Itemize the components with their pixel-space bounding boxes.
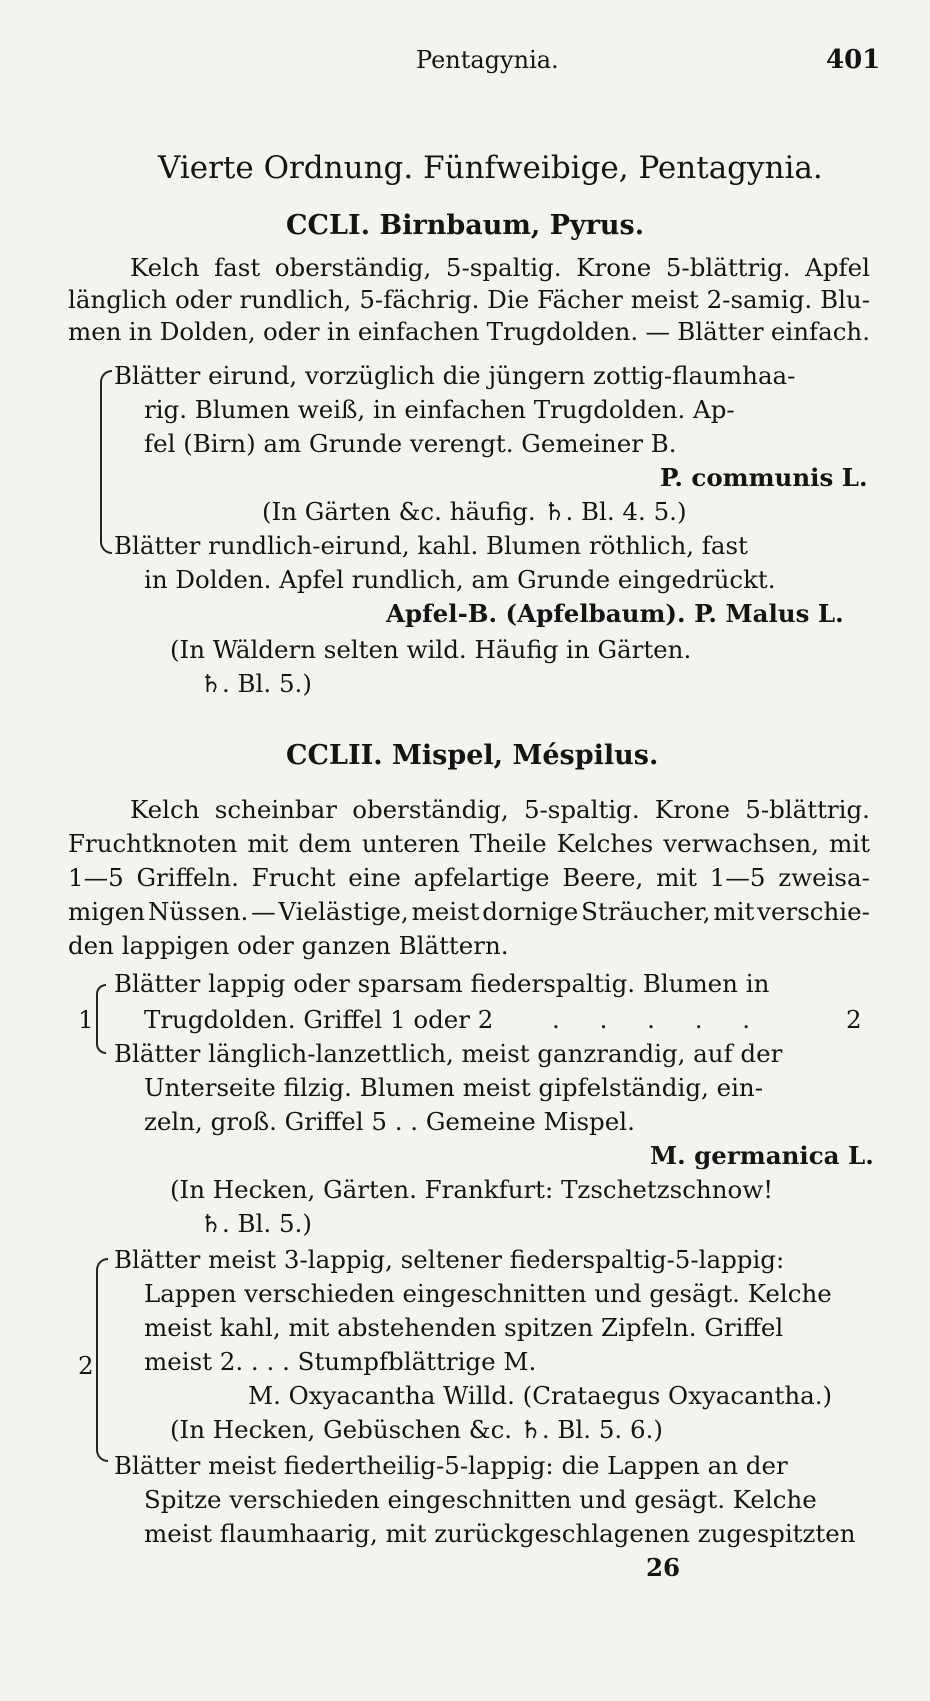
key-b-line: meist flaumhaarig, mit zurückgeschlagenen zugespitzten	[144, 1519, 856, 1548]
page-number: 401	[826, 45, 881, 75]
word: in	[128, 317, 153, 346]
word: scheinbar	[214, 795, 337, 824]
key-b-line: Blätter rundlich-eirund, kahl. Blumen röthlich, fast	[114, 531, 748, 560]
word: Fächer	[537, 285, 623, 314]
word: men	[68, 317, 122, 346]
word: oberständig,	[352, 795, 509, 824]
word: verschie-	[757, 897, 870, 926]
word: Blu-	[820, 285, 870, 314]
word: 5-fächrig.	[359, 285, 480, 314]
genus-heading-mespilus: CCLII. Mispel, Méspilus.	[286, 740, 659, 771]
habitat-note: ♄. Bl. 5.)	[200, 1209, 312, 1238]
word: in	[326, 317, 351, 346]
word: 1—5	[68, 863, 124, 892]
word: Vielästige,	[278, 897, 409, 926]
key-a-line: Blätter eirund, vorzüglich die jüngern zottig-flaumhaa-	[114, 361, 796, 390]
key-b-line: Unterseite filzig. Blumen meist gipfelständig, ein-	[144, 1073, 763, 1102]
word: Die	[487, 285, 530, 314]
word: Kelch	[130, 253, 200, 282]
word: meist	[630, 285, 699, 314]
signature-mark: 26	[646, 1553, 681, 1582]
word: mit	[829, 829, 870, 858]
running-title: Pentagynia.	[416, 46, 559, 74]
word: einfachen	[357, 317, 480, 346]
genus-mespilus-desc-line: den lappigen oder ganzen Blättern.	[68, 931, 509, 960]
word: oder	[174, 285, 232, 314]
key-b-line: Blätter länglich-lanzettlich, meist ganzrandig, auf der	[114, 1039, 783, 1068]
key-a-line: Lappen verschieden eingeschnitten und gesägt. Kelche	[144, 1279, 832, 1308]
genus-mespilus-desc-line	[68, 896, 870, 928]
word: migen	[68, 897, 146, 926]
word: mit	[713, 897, 755, 926]
word: Trugdolden.	[486, 317, 639, 346]
word: 5-spaltig.	[445, 253, 562, 282]
key-target-number: 2	[846, 1005, 862, 1034]
habitat-note: (In Wäldern selten wild. Häufig in Gärten.	[170, 635, 692, 664]
word: 2-samig.	[706, 285, 813, 314]
order-title: Vierte Ordnung. Fünfweibige, Pentagynia.	[158, 150, 823, 186]
genus-pyrus-desc-line	[68, 284, 870, 316]
key-number: 2	[78, 1351, 94, 1380]
genus-pyrus-desc-line	[68, 316, 870, 348]
species-name: M. Oxyacantha Willd. (Crataegus Oxyacantha.)	[248, 1381, 833, 1410]
leader-dots: . . . . .	[552, 1005, 767, 1034]
key-brace	[96, 1258, 108, 1462]
word: 5-spaltig.	[523, 795, 640, 824]
word: mit	[247, 829, 289, 858]
genus-mespilus-desc-line	[68, 862, 870, 894]
word: unteren	[361, 829, 460, 858]
genus-heading-pyrus: CCLI. Birnbaum, Pyrus.	[286, 210, 645, 241]
word: fast	[214, 253, 261, 282]
word: Blätter	[677, 317, 764, 346]
word: Krone	[576, 253, 652, 282]
word: Dolden,	[159, 317, 256, 346]
genus-mespilus-desc-line	[68, 828, 870, 860]
word: verwachsen,	[663, 829, 820, 858]
genus-pyrus-desc-line	[130, 252, 870, 284]
word: 5-blättrig.	[745, 795, 870, 824]
key-b-line: Blätter meist fiedertheilig-5-lappig: die Lappen an der	[114, 1451, 788, 1480]
word: 1—5	[709, 863, 766, 892]
species-name: M. germanica L.	[650, 1141, 874, 1170]
word: dornige	[482, 897, 579, 926]
key-b-line: Spitze verschieden eingeschnitten und gesägt. Kelche	[144, 1485, 817, 1514]
key-a-line: Blätter lappig oder sparsam fiederspaltig. Blumen in	[114, 969, 770, 998]
word: rundlich,	[239, 285, 352, 314]
habitat-note: (In Gärten &c. häufig. ♄. Bl. 4. 5.)	[262, 497, 687, 526]
word: länglich	[68, 285, 168, 314]
word: Beere,	[562, 863, 644, 892]
word: dem	[298, 829, 352, 858]
key-b-line: in Dolden. Apfel rundlich, am Grunde eingedrückt.	[144, 565, 776, 594]
key-number: 1	[78, 1005, 94, 1034]
word: Fruchtknoten	[68, 829, 238, 858]
word: Nüssen.	[147, 897, 249, 926]
key-a-line: Trugdolden. Griffel 1 oder 2	[144, 1005, 494, 1034]
species-name: Apfel-B. (Apfelbaum). P. Malus L.	[386, 599, 844, 628]
key-a-line: meist 2. . . . Stumpfblättrige M.	[144, 1347, 537, 1376]
word: mit	[656, 863, 697, 892]
species-name: P. communis L.	[660, 463, 868, 492]
word: Apfel	[805, 253, 870, 282]
key-a-line: fel (Birn) am Grunde verengt. Gemeiner B.	[144, 429, 677, 458]
word: —	[251, 897, 276, 926]
habitat-note: (In Hecken, Gebüschen &c. ♄. Bl. 5. 6.)	[170, 1415, 663, 1444]
word: Krone	[654, 795, 730, 824]
word: Frucht	[251, 863, 336, 892]
word: 5-blättrig.	[665, 253, 791, 282]
key-brace	[100, 370, 112, 554]
key-brace	[96, 984, 106, 1054]
word: Kelch	[130, 795, 200, 824]
word: apfelartige	[413, 863, 550, 892]
habitat-note: ♄. Bl. 5.)	[200, 669, 312, 698]
key-a-line: rig. Blumen weiß, in einfachen Trugdolden. Ap-	[144, 395, 735, 424]
key-a-line: Blätter meist 3-lappig, seltener fiederspaltig-5-lappig:	[114, 1245, 785, 1274]
word: oberständig,	[274, 253, 432, 282]
key-a-line: meist kahl, mit abstehenden spitzen Zipfeln. Griffel	[144, 1313, 784, 1342]
word: —	[645, 317, 670, 346]
word: Sträucher,	[581, 897, 711, 926]
word: einfach.	[770, 317, 870, 346]
word: Theile	[469, 829, 547, 858]
word: oder	[262, 317, 320, 346]
word: Griffeln.	[136, 863, 239, 892]
genus-mespilus-desc-line	[130, 794, 870, 826]
key-b-line: zeln, groß. Griffel 5 . . Gemeine Mispel.	[144, 1107, 635, 1136]
word: Kelches	[556, 829, 654, 858]
word: zweisa-	[778, 863, 870, 892]
word: meist	[411, 897, 480, 926]
habitat-note: (In Hecken, Gärten. Frankfurt: Tzschetzschnow!	[170, 1175, 774, 1204]
word: eine	[348, 863, 401, 892]
